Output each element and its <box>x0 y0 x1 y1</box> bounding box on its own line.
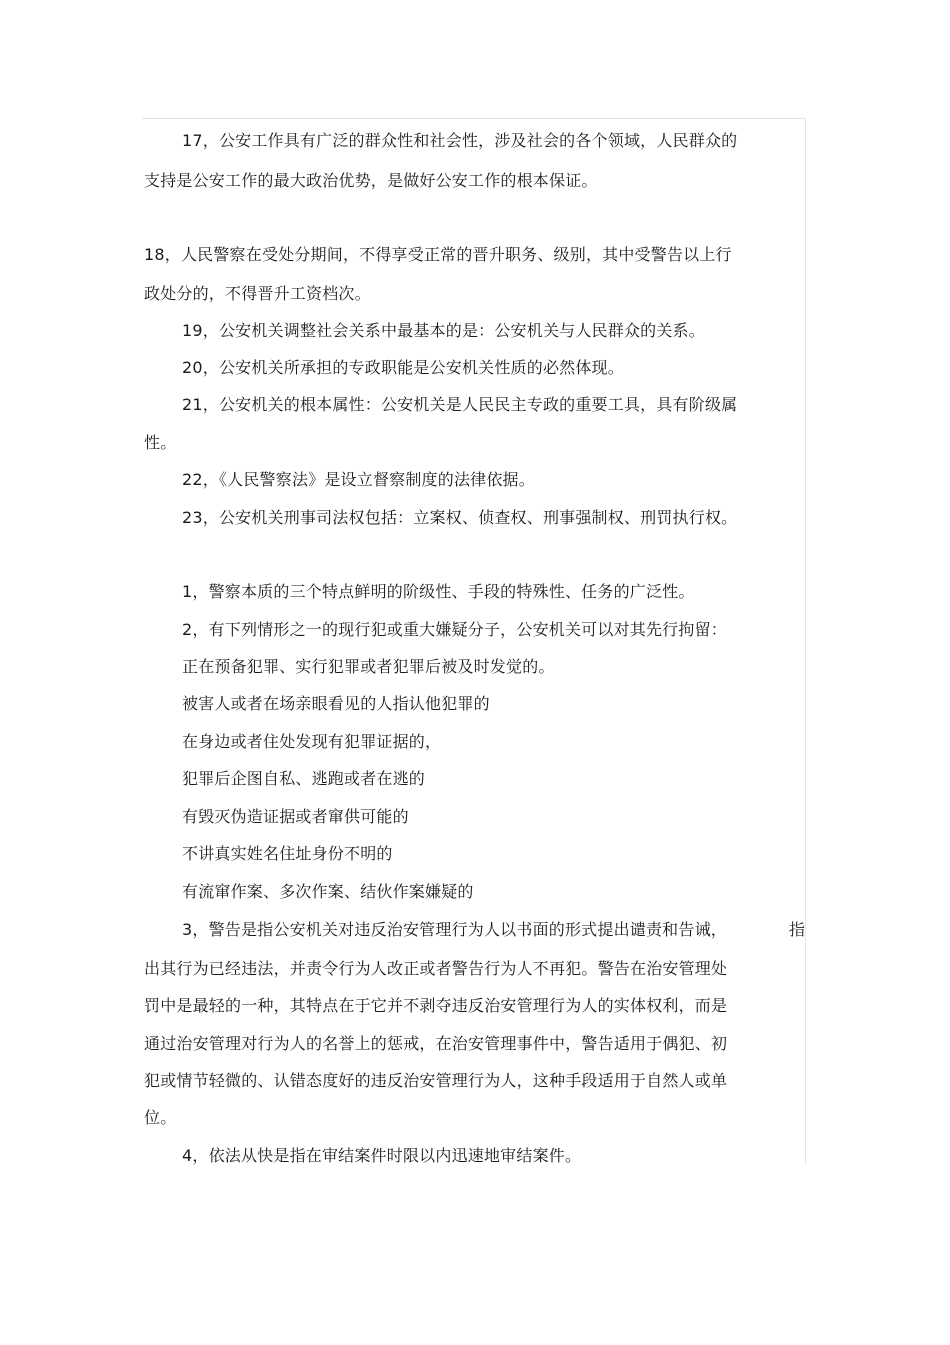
text-line: 2，有下列情形之一的现行犯或重大嫌疑分子，公安机关可以对其先行拘留： <box>182 620 727 639</box>
text-line: 通过治安管理对行为人的名誉上的惩戒，在治安管理事件中，警告适用于偶犯、初 <box>144 1034 728 1053</box>
text-line-trailing: 指 <box>789 920 806 939</box>
text-line: 出其行为已经违法，并责令行为人改正或者警告行为人不再犯。警告在治安管理处 <box>144 959 728 978</box>
text-line: 性。 <box>144 433 177 452</box>
text-line: 支持是公安工作的最大政治优势，是做好公安工作的根本保证。 <box>144 171 598 190</box>
text-line: 政处分的，不得晋升工资档次。 <box>144 284 371 303</box>
text-line: 正在预备犯罪、实行犯罪或者犯罪后被及时发觉的。 <box>182 657 555 676</box>
text-line: 20，公安机关所承担的专政职能是公安机关性质的必然体现。 <box>182 358 624 377</box>
text-line: 4，依法从快是指在审结案件时限以内迅速地审结案件。 <box>182 1146 582 1165</box>
text-line: 犯罪后企图自私、逃跑或者在逃的 <box>182 769 426 788</box>
text-line: 1，警察本质的三个特点鲜明的阶级性、手段的特殊性、任务的广泛性。 <box>182 582 695 601</box>
text-line: 罚中是最轻的一种，其特点在于它并不剥夺违反治安管理行为人的实体权利，而是 <box>144 996 728 1015</box>
text-line: 21，公安机关的根本属性：公安机关是人民民主专政的重要工具，具有阶级属 <box>182 395 738 414</box>
text-line: 被害人或者在场亲眼看见的人指认他犯罪的 <box>182 694 490 713</box>
text-line: 23，公安机关刑事司法权包括：立案权、侦查权、刑事强制权、刑罚执行权。 <box>182 508 738 527</box>
text-line: 19，公安机关调整社会关系中最基本的是：公安机关与人民群众的关系。 <box>182 321 705 340</box>
text-line: 位。 <box>144 1108 177 1127</box>
text-line: 犯或情节轻微的、认错态度好的违反治安管理行为人，这种手段适用于自然人或单 <box>144 1071 728 1090</box>
text-line: 有流窜作案、多次作案、结伙作案嫌疑的 <box>182 882 474 901</box>
text-line: 在身边或者住处发现有犯罪证据的， <box>182 732 442 751</box>
text-line: 不讲真实姓名住址身份不明的 <box>182 844 393 863</box>
text-line: 18，人民警察在受处分期间，不得享受正常的晋升职务、级别，其中受警告以上行 <box>144 245 732 264</box>
text-line: 17，公安工作具有广泛的群众性和社会性，涉及社会的各个领域，人民群众的 <box>182 131 738 150</box>
text-line: 22，《人民警察法》是设立督察制度的法律依据。 <box>182 470 535 489</box>
text-line: 3，警告是指公安机关对违反治安管理行为人以书面的形式提出谴责和告诫， <box>182 920 727 939</box>
text-line: 有毁灭伪造证据或者窜供可能的 <box>182 807 409 826</box>
